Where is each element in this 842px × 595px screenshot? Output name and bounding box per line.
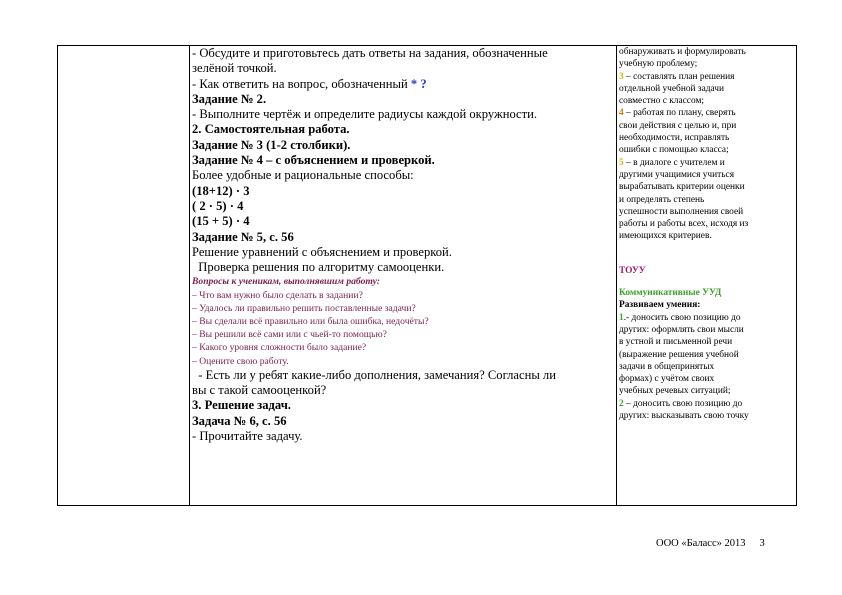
uud-line: (выражение решения учебной	[619, 349, 739, 360]
task-heading: Задание № 3 (1-2 столбики).	[192, 137, 351, 152]
text-fragment: – работая по плану, сверять	[626, 108, 736, 119]
communicative-heading: Коммуникативные УУД	[619, 288, 722, 299]
section-heading: 3. Решение задач.	[192, 398, 291, 413]
uud-line: работы и работы всех, исходя из	[619, 219, 749, 230]
text-line: - Прочитайте задачу.	[192, 429, 303, 444]
task-heading: Задача № 6, с. 56	[192, 413, 287, 428]
page-number: 3	[759, 538, 765, 549]
text-line: Решение уравнений с объяснением и проверкой.	[192, 244, 452, 259]
question-item: – Вы сделали всё правильно или была ошибка, недочёты?	[192, 316, 429, 328]
star-mark: * ?	[410, 76, 427, 91]
develop-skills-label: Развиваем умения:	[619, 300, 701, 311]
text-line: - Обсудите и приготовьтесь дать ответы на задания, обозначенные	[192, 46, 548, 60]
text-line: вы с такой самооценкой?	[192, 383, 327, 398]
uud-line: необходимости, исправлять	[619, 133, 730, 144]
footer-company: ООО «Баласс» 2013	[656, 538, 746, 549]
uud-line: других: высказывать свою точку	[619, 411, 749, 422]
column-divider-left	[189, 46, 190, 505]
text-line: - Есть ли у ребят какие-либо дополнения, замечания? Согласны ли	[192, 367, 556, 382]
uud-column	[619, 46, 795, 505]
expression: ( 2 · 5) · 4	[192, 198, 244, 213]
text-fragment: – доносить свою позицию до	[623, 398, 743, 409]
item-number: 2	[619, 398, 624, 409]
task-heading: Задание № 5, с. 56	[192, 229, 294, 244]
uud-line: отдельной учебной задачи	[619, 83, 725, 94]
teacher-activity-column	[192, 46, 617, 505]
uud-line: учебную проблему;	[619, 59, 698, 70]
text-fragment: – составлять план решения	[626, 71, 735, 82]
question-item: – Какого уровня сложности было задание?	[192, 342, 367, 354]
uud-line: учебных речевых ситуаций;	[619, 386, 731, 397]
text-line	[192, 77, 617, 92]
text-fragment: .- доносить свою позицию до	[623, 312, 741, 323]
uud-line: имеющихся критериев.	[619, 231, 712, 242]
text-line: зелёной точкой.	[192, 61, 277, 76]
question-item: – Удалось ли правильно решить поставленные задачи?	[192, 302, 416, 314]
item-number: 5	[619, 157, 624, 168]
uud-line: вырабатывать критерии оценки	[619, 182, 745, 193]
question-item: – Что вам нужно было сделать в задании?	[192, 289, 363, 301]
uud-line	[619, 71, 795, 83]
uud-line	[619, 107, 795, 119]
toyy-heading: ТОУУ	[619, 265, 646, 276]
uud-line: и определять степень	[619, 194, 705, 205]
uud-line: свои действия с целью и, при	[619, 120, 737, 131]
item-number: 3	[619, 71, 624, 82]
text-line: Более удобные и рациональные способы:	[192, 168, 414, 183]
text-line: - Выполните чертёж и определите радиусы каждой окружности.	[192, 107, 538, 122]
text-line: Проверка решения по алгоритму самооценки.	[192, 260, 445, 275]
uud-line: успешности выполнения своей	[619, 206, 744, 217]
item-number: 4	[619, 108, 624, 119]
uud-line: другими учащимися учиться	[619, 169, 735, 180]
uud-line: задачи в общепринятых	[619, 361, 715, 372]
task-heading: Задание № 2.	[192, 91, 267, 106]
questions-heading: Вопросы к ученикам, выполнявшим работу:	[192, 276, 380, 288]
uud-line: других: оформлять свои мысли	[619, 324, 744, 335]
uud-line	[619, 398, 795, 410]
text-fragment: - Как ответить на вопрос, обозначенный	[192, 76, 411, 91]
uud-line	[619, 157, 795, 169]
text-fragment: – в диалоге с учителем и	[626, 157, 725, 168]
uud-line: в устной и письменной речи	[619, 337, 733, 348]
item-number: 1	[619, 312, 624, 323]
uud-line: обнаруживать и формулировать	[619, 47, 746, 57]
uud-line: формах) с учётом своих	[619, 374, 715, 385]
task-heading: Задание № 4 – с объяснением и проверкой.	[192, 153, 435, 168]
page-footer	[656, 538, 765, 549]
uud-line	[619, 312, 795, 324]
question-item: – Вы решили всё сами или с чьей-то помощью?	[192, 329, 387, 341]
lesson-table	[57, 45, 797, 506]
section-heading: 2. Самостоятельная работа.	[192, 122, 350, 137]
expression: (18+12) · 3	[192, 183, 250, 198]
uud-line: совместно с классом;	[619, 96, 705, 107]
question-item: – Оцените свою работу.	[192, 355, 289, 367]
uud-line: ошибки с помощью класса;	[619, 145, 729, 156]
expression: (15 + 5) · 4	[192, 214, 250, 229]
